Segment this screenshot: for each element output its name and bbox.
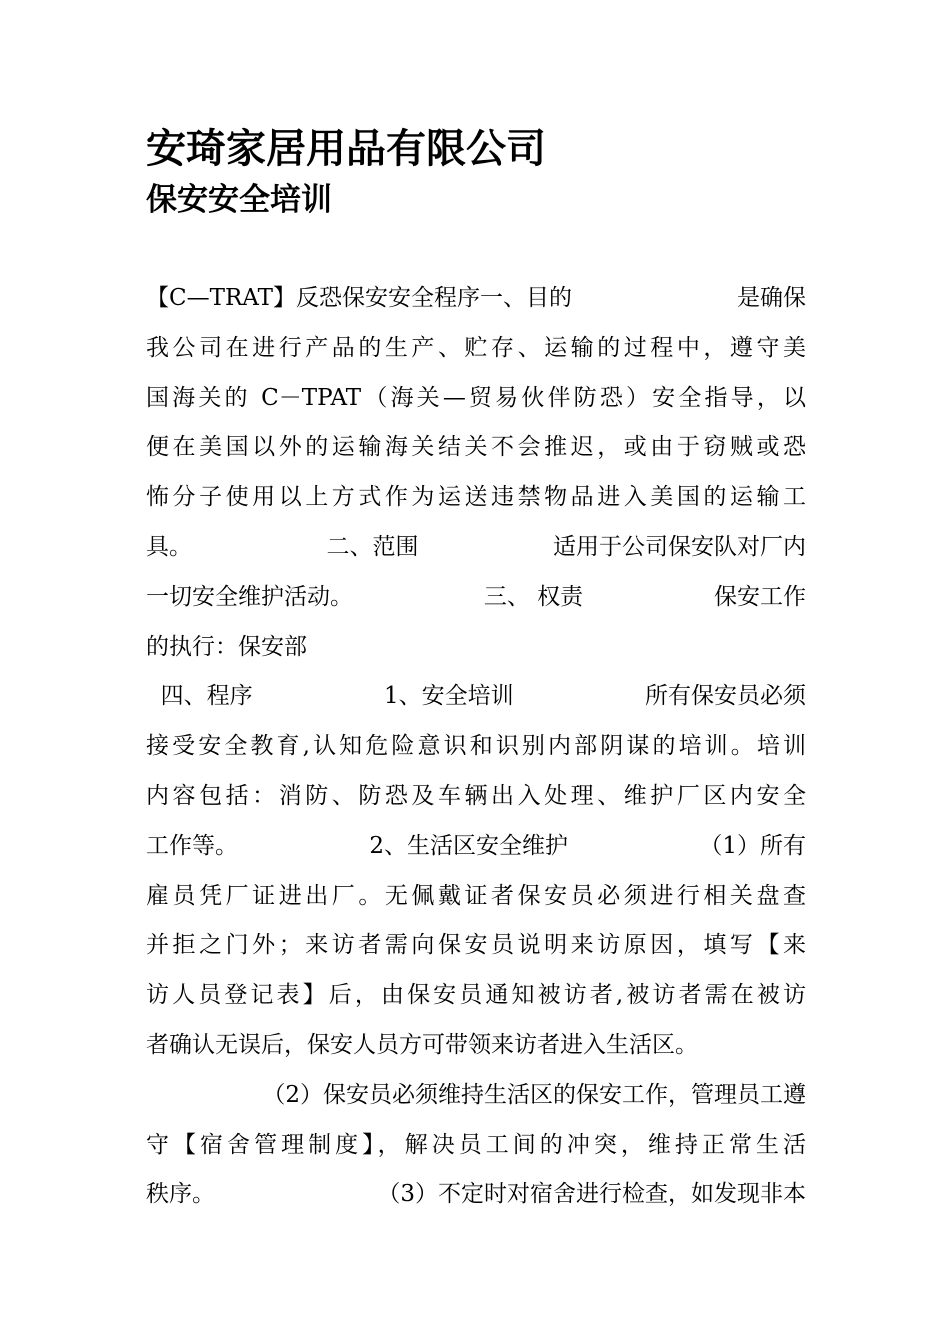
text-line (146, 1071, 806, 1121)
text-segment: 是确保 (737, 285, 806, 311)
body-text (146, 274, 806, 1220)
text-segment: （3）不定时对宿舍进行检查，如发现非本 (377, 1181, 806, 1208)
text-segment: 2、生活区安全维护 (369, 832, 568, 859)
text-line: 我公司在进行产品的生产、贮存、运输的过程中，遵守美 (146, 334, 806, 361)
text-segment: 四、程序 (146, 683, 253, 710)
text-segment: （2）保安员必须维持生活区的保安工作，管理员工遵 (262, 1081, 806, 1108)
text-segment: （1）所有 (699, 832, 806, 859)
text-segment: 秩序。 (146, 1181, 215, 1208)
text-line: 者确认无误后，保安人员方可带领来访者进入生活区。 (146, 1031, 698, 1058)
text-line (146, 523, 806, 573)
company-title: 安琦家居用品有限公司 (146, 126, 546, 172)
text-line: 守【宿舍管理制度】，解决员工间的冲突，维持正常生活 (146, 1131, 806, 1158)
document-subtitle: 保安安全培训 (146, 182, 332, 218)
text-segment: 三、 权责 (483, 583, 584, 610)
text-segment: 所有保安员必须 (644, 683, 806, 710)
text-line: 便在美国以外的运输海关结关不会推迟，或由于窃贼或恐 (146, 434, 806, 461)
text-line: 雇员凭厂证进出厂。无佩戴证者保安员必须进行相关盘查 (146, 882, 806, 909)
text-segment: 二、范围 (326, 533, 419, 560)
text-line (146, 822, 806, 872)
text-segment (146, 1071, 205, 1121)
text-line (146, 1170, 806, 1220)
text-line: 内容包括：消防、防恐及车辆出入处理、维护厂区内安全 (146, 782, 806, 809)
text-segment: 一切安全维护活动。 (146, 583, 353, 610)
text-segment: 1、安全培训 (383, 683, 514, 710)
text-segment: 【C—TRAT】反恐保安安全程序一、目的 (146, 285, 572, 311)
text-line (146, 274, 806, 324)
text-line: 的执行：保安部 (146, 633, 307, 660)
text-line: 国海关的 C－TPAT（海关—贸易伙伴防恐）安全指导，以 (146, 384, 806, 411)
text-line: 怖分子使用以上方式作为运送违禁物品进入美国的运输工 (146, 484, 806, 511)
text-segment: 工作等。 (146, 832, 238, 859)
text-line (146, 573, 806, 623)
text-segment: 具。 (146, 533, 192, 560)
text-line (146, 672, 806, 722)
text-segment: 保安工作 (714, 583, 806, 610)
text-line: 访人员登记表】后，由保安员通知被访者,被访者需在被访 (146, 982, 806, 1009)
text-line: 并拒之门外；来访者需向保安员说明来访原因，填写【来 (146, 932, 806, 959)
text-line: 接受安全教育,认知危险意识和识别内部阴谋的培训。培训 (146, 733, 806, 760)
text-segment: 适用于公司保安队对厂内 (553, 533, 806, 560)
